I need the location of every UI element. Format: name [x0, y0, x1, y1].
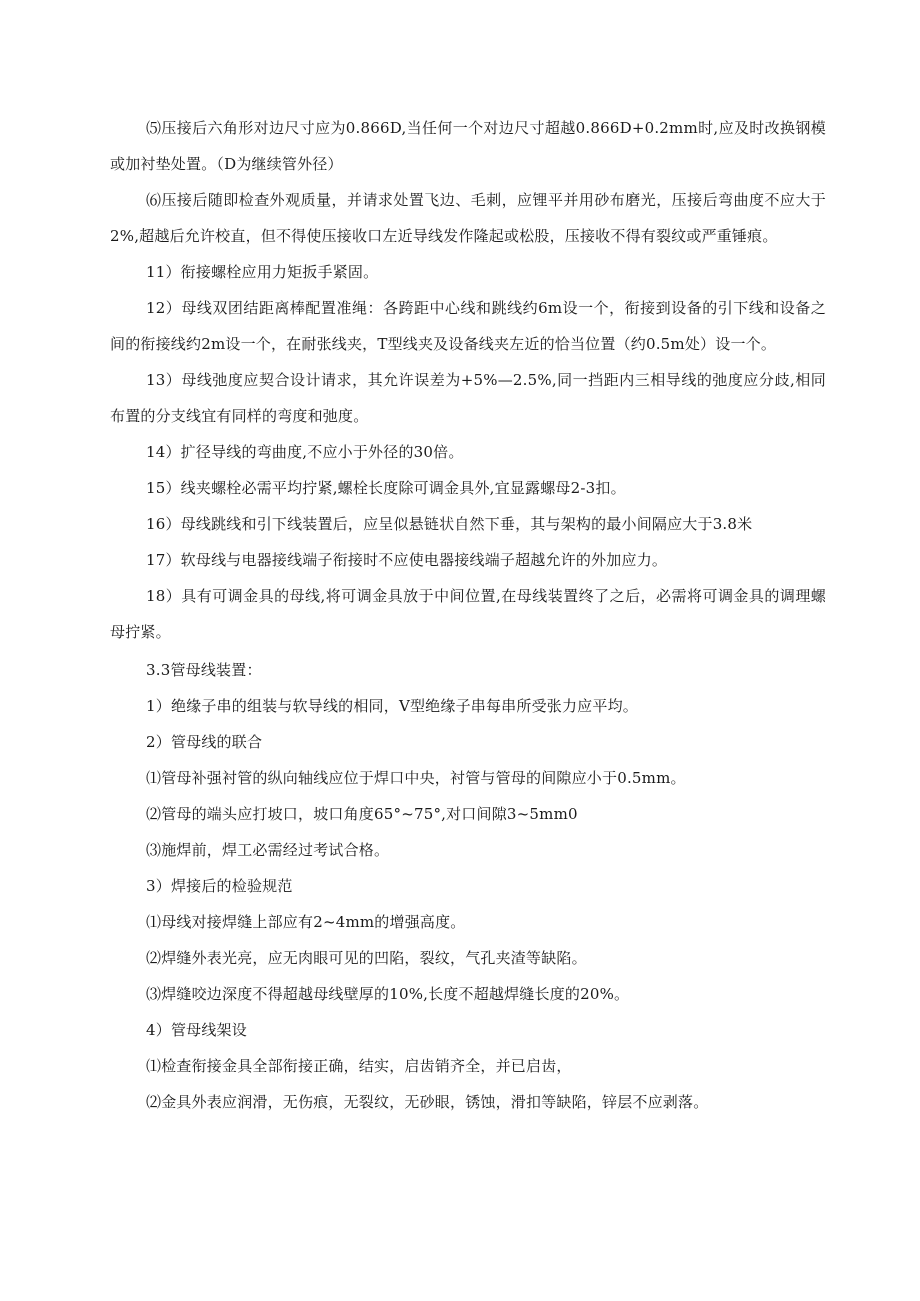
list-item: ⑵焊缝外表光亮，应无肉眼可见的凹陷，裂纹，气孔夹渣等缺陷。: [146, 949, 587, 967]
paragraph-item-18: 18）具有可调金具的母线,将可调金具放于中间位置,在母线装置终了之后，必需将可调金具的调理螺母拧紧。: [110, 587, 826, 641]
paragraph-item-17: 17）软母线与电器接线端子衔接时不应使电器接线端子超越允许的外加应力。: [146, 551, 668, 569]
section-heading-3-3: 3.3管母线装置：: [146, 661, 262, 679]
paragraph-item-6-inspection: ⑹压接后随即检查外观质量，并请求处置飞边、毛刺，应锂平并用砂布磨光，压接后弯曲度不应大于2%,超越后允许校直，但不得使压接收口左近导线发作隆起或松股，压接收不得有裂纹或严重锤痕。: [110, 191, 826, 245]
list-item: ⑵管母的端头应打坡口，坡口角度65°~75°,对口间隙3~5mm0: [146, 805, 578, 823]
list-item: ⑴检查衔接金具全部衔接正确，结实，启齿销齐全，并已启齿，: [146, 1057, 572, 1075]
list-item: 1）绝缘子串的组装与软导线的相同，V型绝缘子串每串所受张力应平均。: [146, 697, 638, 715]
paragraph-item-16: 16）母线跳线和引下线装置后，应呈似悬链状自然下垂，其与架构的最小间隔应大于3.8米: [146, 515, 753, 533]
paragraph-item-12: 12）母线双团结距离棒配置准绳：各跨距中心线和跳线约6m设一个，衔接到设备的引下线和设备之间的衔接线约2m设一个，在耐张线夹，T型线夹及设备线夹左近的恰当位置（约0.5m处）设一个。: [110, 299, 826, 353]
paragraph-item-13: 13）母线弛度应契合设计请求，其允许误差为+5%—2.5%,同一挡距内三相导线的弛度应分歧,相同布置的分支线宜有同样的弯度和弛度。: [110, 371, 826, 425]
list-item: ⑴管母补强衬管的纵向轴线应位于焊口中央，衬管与管母的间隙应小于0.5mm。: [146, 769, 686, 787]
paragraph-item-11: 11）衔接螺栓应用力矩扳手紧固。: [146, 263, 379, 281]
paragraph-item-14: 14）扩径导线的弯曲度,不应小于外径的30倍。: [146, 443, 464, 461]
list-item: ⑶施焊前，焊工必需经过考试合格。: [146, 841, 390, 859]
paragraph-item-5-hex-crimp: ⑸压接后六角形对边尺寸应为0.866D,当任何一个对边尺寸超越0.866D+0.2mm时,应及时改换钢模或加衬垫处置。（D为继续管外径）: [110, 119, 826, 173]
list-item: 4）管母线架设: [146, 1021, 247, 1039]
list-item: ⑶焊缝咬边深度不得超越母线壁厚的10%,长度不超越焊缝长度的20%。: [146, 985, 630, 1003]
list-item: ⑵金具外表应润滑，无伤痕，无裂纹，无砂眼，锈蚀，滑扣等缺陷，锌层不应剥落。: [146, 1093, 709, 1111]
list-item: ⑴母线对接焊缝上部应有2~4mm的增强高度。: [146, 913, 466, 931]
list-item: 2）管母线的联合: [146, 733, 263, 751]
list-item: 3）焊接后的检验规范: [146, 877, 293, 895]
document-page: [110, 110, 826, 1120]
paragraph-item-15: 15）线夹螺栓必需平均拧紧,螺栓长度除可调金具外,宜显露螺母2-3扣。: [146, 479, 626, 497]
